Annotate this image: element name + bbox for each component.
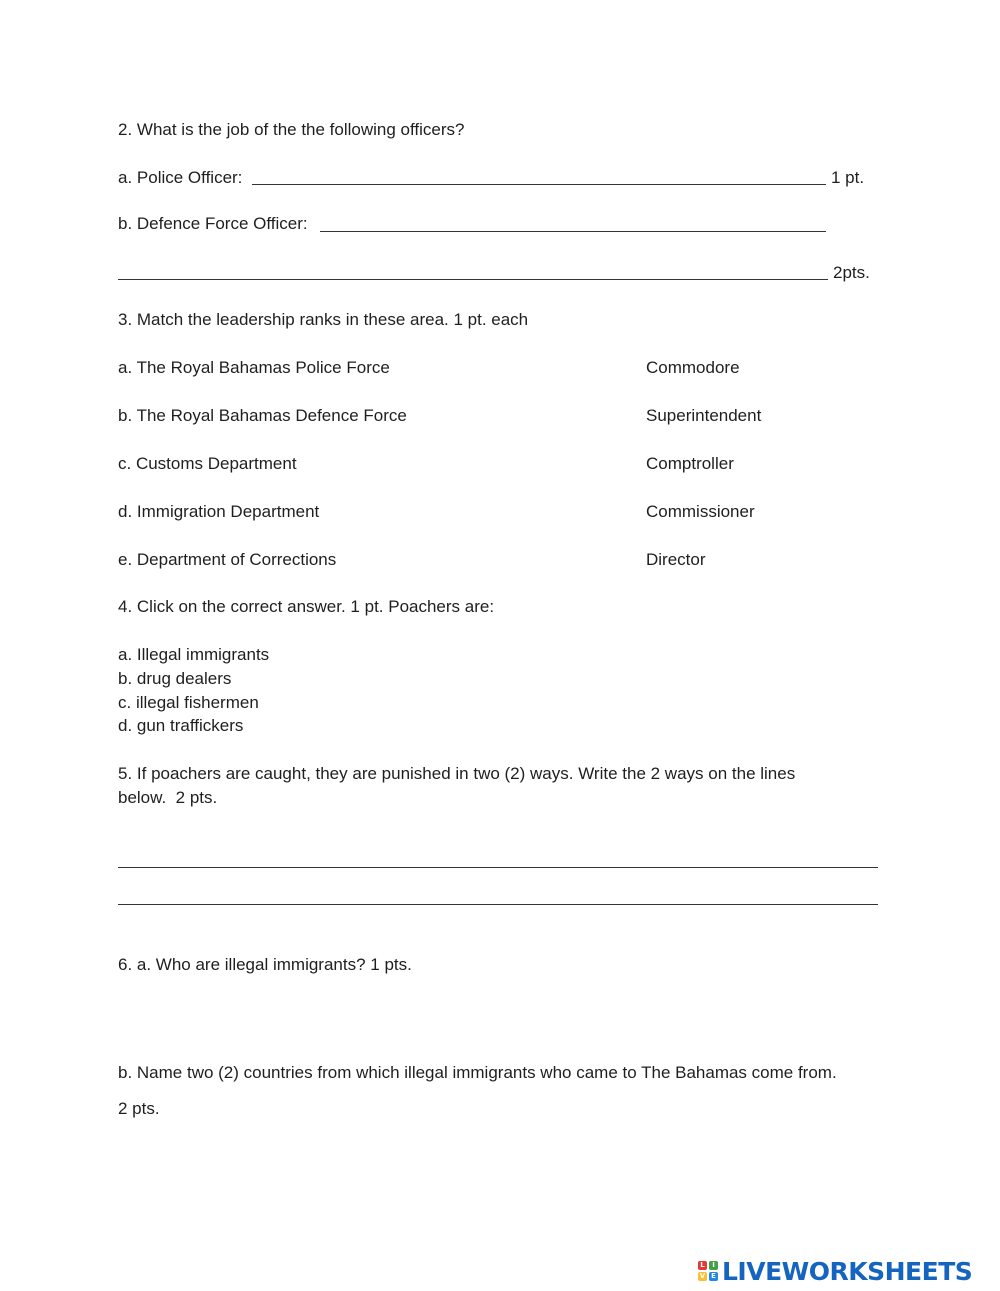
q2a-label: a. Police Officer: <box>118 168 243 187</box>
q3-rank-superintendent[interactable]: Superintendent <box>646 406 762 425</box>
q3-rank-commodore[interactable]: Commodore <box>646 358 740 377</box>
logo-blocks-icon <box>698 1261 718 1281</box>
q6b-points: 2 pts. <box>118 1099 160 1118</box>
q4-option-c[interactable]: c. illegal fishermen <box>118 693 259 712</box>
q2a-answer-line[interactable] <box>252 184 826 185</box>
logo-block-e: E <box>709 1272 718 1281</box>
q5-question-line-2: below. 2 pts. <box>118 788 218 807</box>
logo-block-i: I <box>709 1261 718 1270</box>
logo-block-l: L <box>698 1261 707 1270</box>
q3-rank-comptroller[interactable]: Comptroller <box>646 454 734 473</box>
q5-answer-line-2[interactable] <box>118 904 878 905</box>
q2b-answer-line-1[interactable] <box>320 231 826 232</box>
q3-agency-c[interactable]: c. Customs Department <box>118 454 297 473</box>
q3-agency-d[interactable]: d. Immigration Department <box>118 502 320 521</box>
q2b-label: b. Defence Force Officer: <box>118 214 308 233</box>
q4-question: 4. Click on the correct answer. 1 pt. Poachers are: <box>118 597 495 616</box>
q4-option-a[interactable]: a. Illegal immigrants <box>118 645 270 664</box>
q3-agency-b[interactable]: b. The Royal Bahamas Defence Force <box>118 406 407 425</box>
q2-question: 2. What is the job of the the following officers? <box>118 120 465 139</box>
q4-option-d[interactable]: d. gun traffickers <box>118 716 244 735</box>
q2b-answer-line-2[interactable] <box>118 279 828 280</box>
q3-agency-e[interactable]: e. Department of Corrections <box>118 550 337 569</box>
q3-rank-commissioner[interactable]: Commissioner <box>646 502 755 521</box>
q6a-question: 6. a. Who are illegal immigrants? 1 pts. <box>118 955 412 974</box>
logo-block-v: V <box>699 1272 706 1280</box>
q5-answer-line-1[interactable] <box>118 867 878 868</box>
q6b-question: b. Name two (2) countries from which illegal immigrants who came to The Bahamas come from. <box>118 1063 837 1082</box>
q3-question: 3. Match the leadership ranks in these area. 1 pt. each <box>118 310 529 329</box>
q3-rank-director[interactable]: Director <box>646 550 706 569</box>
liveworksheets-logo <box>698 1257 972 1285</box>
logo-text: LIVEWORKSHEETS <box>722 1256 973 1286</box>
q2a-points: 1 pt. <box>831 168 865 187</box>
q5-question-line-1: 5. If poachers are caught, they are punished in two (2) ways. Write the 2 ways on the lines <box>118 764 796 783</box>
q4-option-b[interactable]: b. drug dealers <box>118 669 232 688</box>
q3-agency-a[interactable]: a. The Royal Bahamas Police Force <box>118 358 390 377</box>
q2b-points: 2pts. <box>833 263 870 282</box>
